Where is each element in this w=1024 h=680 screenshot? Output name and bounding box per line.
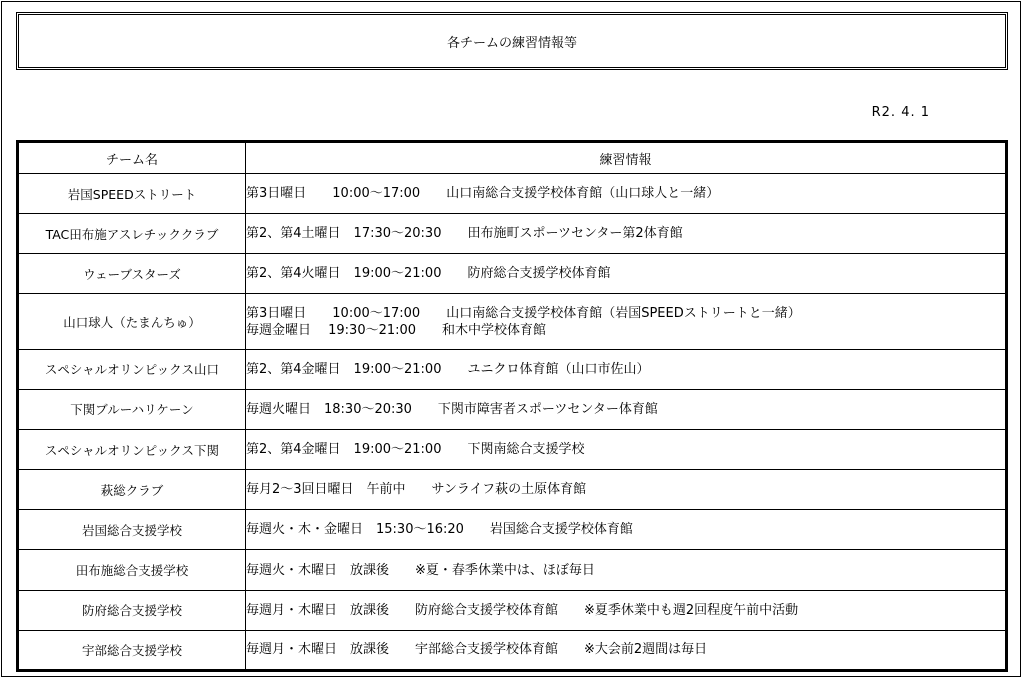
practice-info-line: 第2、第4火曜日 19:00～21:00 防府総合支援学校体育館 xyxy=(246,266,611,282)
table-row xyxy=(18,349,1007,389)
team-name-cell: 下関ブルーハリケーン xyxy=(18,389,246,429)
document-date: R2. 4. 1 xyxy=(871,105,930,120)
document-title-box xyxy=(16,12,1008,70)
practice-info-cell xyxy=(246,174,1007,214)
team-name-cell: スペシャルオリンピックス山口 xyxy=(18,349,246,389)
table-row xyxy=(18,590,1007,630)
practice-info-cell xyxy=(246,349,1007,389)
practice-info-cell xyxy=(246,389,1007,429)
practice-info-cell xyxy=(246,510,1007,550)
practice-info-line: 第2、第4金曜日 19:00～21:00 ユニクロ体育館（山口市佐山） xyxy=(246,361,650,377)
team-name-cell: 防府総合支援学校 xyxy=(18,590,246,630)
table-row xyxy=(18,630,1007,670)
practice-info-cell xyxy=(246,630,1007,670)
team-name-cell: 山口球人（たまんちゅ） xyxy=(18,294,246,349)
practice-info-line: 毎週金曜日 19:30～21:00 和木中学校体育館 xyxy=(246,322,547,338)
team-name-cell: 田布施総合支援学校 xyxy=(18,550,246,590)
practice-info-cell xyxy=(246,590,1007,630)
practice-info-line: 第3日曜日 10:00～17:00 山口南総合支援学校体育館（山口球人と一緒） xyxy=(246,186,720,202)
table-row xyxy=(18,550,1007,590)
practice-info-line: 毎週火曜日 18:30～20:30 下関市障害者スポーツセンター体育館 xyxy=(246,401,658,417)
team-name-cell: TAC田布施アスレチッククラブ xyxy=(18,214,246,254)
team-name-cell: ウェーブスターズ xyxy=(18,254,246,294)
team-name-cell: 萩総クラブ xyxy=(18,470,246,510)
table-row xyxy=(18,389,1007,429)
table-row xyxy=(18,430,1007,470)
team-name-cell: 岩国総合支援学校 xyxy=(18,510,246,550)
practice-info-line: 第2、第4金曜日 19:00～21:00 下関南総合支援学校 xyxy=(246,442,585,458)
practice-info-line: 毎月2～3回日曜日 午前中 サンライフ萩の土原体育館 xyxy=(246,482,587,498)
practice-info-line: 毎週火・木・金曜日 15:30～16:20 岩国総合支援学校体育館 xyxy=(246,522,633,538)
team-name-cell: スペシャルオリンピックス下関 xyxy=(18,430,246,470)
practice-schedule-table xyxy=(16,140,1008,672)
table-row xyxy=(18,254,1007,294)
table-row xyxy=(18,510,1007,550)
team-name-cell: 岩国SPEEDストリート xyxy=(18,174,246,214)
table-row xyxy=(18,470,1007,510)
header-team-name: チーム名 xyxy=(18,142,246,174)
practice-info-cell xyxy=(246,550,1007,590)
practice-info-cell xyxy=(246,470,1007,510)
header-practice-info: 練習情報 xyxy=(246,142,1007,174)
practice-info-cell xyxy=(246,214,1007,254)
practice-info-cell xyxy=(246,254,1007,294)
practice-info-cell xyxy=(246,294,1007,349)
table-body xyxy=(18,174,1007,671)
table-row xyxy=(18,214,1007,254)
document-title: 各チームの練習情報等 xyxy=(446,35,577,51)
practice-info-line: 毎週月・木曜日 放課後 宇部総合支援学校体育館 ※大会前2週間は毎日 xyxy=(246,642,708,658)
table-row xyxy=(18,294,1007,349)
practice-info-cell xyxy=(246,430,1007,470)
practice-info-line: 第3日曜日 10:00～17:00 山口南総合支援学校体育館（岩国SPEEDストリートと一緒） xyxy=(246,305,801,321)
practice-info-line: 毎週火・木曜日 放課後 ※夏・春季休業中は、ほぼ毎日 xyxy=(246,562,595,578)
table-row xyxy=(18,174,1007,214)
team-name-cell: 宇部総合支援学校 xyxy=(18,630,246,670)
practice-info-line: 毎週月・木曜日 放課後 防府総合支援学校体育館 ※夏季休業中も週2回程度午前中活動 xyxy=(246,602,799,618)
table-header-row xyxy=(18,142,1007,174)
practice-info-line: 第2、第4土曜日 17:30～20:30 田布施町スポーツセンター第2体育館 xyxy=(246,226,683,242)
